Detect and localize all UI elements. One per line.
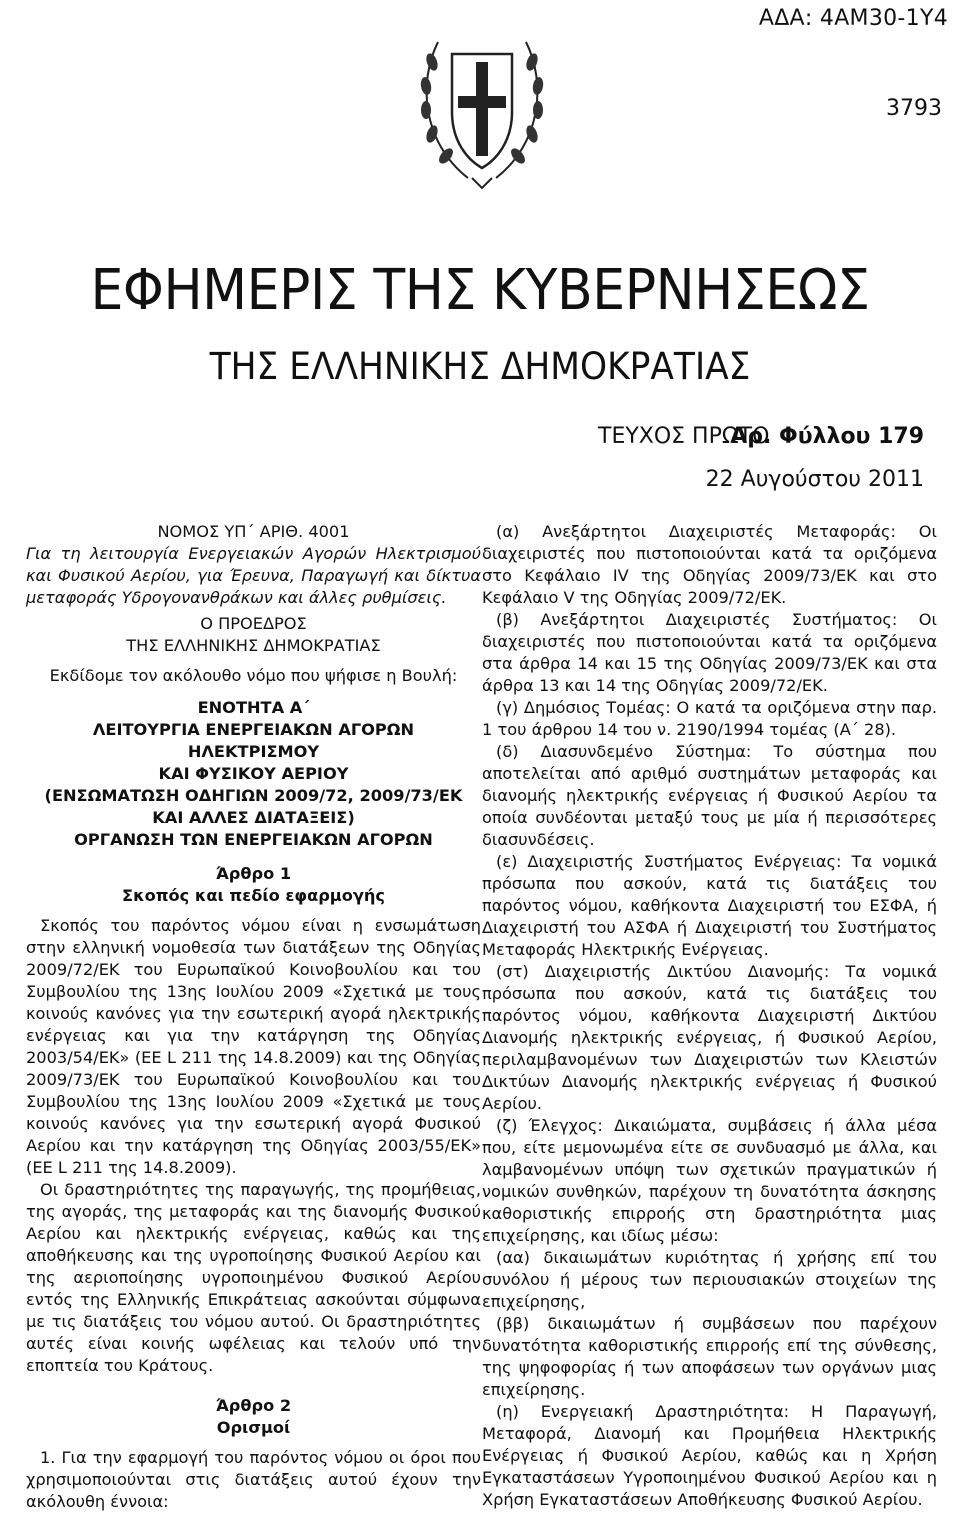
law-title: Για τη λειτουργία Ενεργειακών Αγορών Ηλεκτρισμού και Φυσικού Αερίου, για Έρευνα, Παραγωγή και δίκτυα μεταφοράς Υδρογονανθράκων και άλλες ρυθμίσεις. bbox=[26, 544, 481, 607]
unit-heading-4: (ΕΝΣΩΜΑΤΩΣΗ ΟΔΗΓΙΩΝ 2009/72, 2009/73/ΕΚ bbox=[44, 786, 463, 805]
article-2-number: Άρθρο 2 bbox=[215, 1396, 292, 1415]
unit-heading-2: ΛΕΙΤΟΥΡΓΙΑ ΕΝΕΡΓΕΙΑΚΩΝ ΑΓΟΡΩΝ ΗΛΕΚΤΡΙΣΜΟΥ bbox=[92, 720, 415, 761]
sheet-number: Αρ. Φύλλου 179 bbox=[730, 424, 924, 449]
president-heading-2: ΤΗΣ ΕΛΛΗΝΙΚΗΣ ΔΗΜΟΚΡΑΤΙΑΣ bbox=[126, 636, 381, 655]
definition-z: (ζ) Έλεγχος: Δικαιώματα, συμβάσεις ή άλλα μέσα που, είτε μεμονωμένα είτε σε συνδυασμό με άλλα, και λαμβανομένων υπόψη των σχετικών πραγματικών ή νομικών συνθηκών, παρέχουν τη δυνατότητα άσκησης καθοριστικής επιρροής στη δραστηριότητα μιας επιχείρησης, και ιδίως μέσω: bbox=[482, 1116, 937, 1245]
definition-z-bb: (ββ) δικαιωμάτων ή συμβάσεων που παρέχουν δυνατότητα καθοριστικής επιρροής επί της σύνθεσης, της ψηφοφορίας ή των αποφάσεων των οργάνων μιας επιχείρησης. bbox=[482, 1314, 937, 1399]
definition-b: (β) Ανεξάρτητοι Διαχειριστές Συστήματος: Οι διαχειριστές που πιστοποιούνται κατά τα οριζόμενα στα άρθρα 14 και 15 της Οδηγίας 2009/73/ΕΚ και στα άρθρα 13 και 14 της Οδηγίας 2009/72/ΕΚ. bbox=[482, 610, 937, 695]
definition-h: (η) Ενεργειακή Δραστηριότητα: Η Παραγωγή, Μεταφορά, Διανομή και Προμήθεια Ηλεκτρικής Ενέργειας ή Φυσικού Αερίου, καθώς και η Χρήση Εγκαταστάσεων Υγροποιημένου Φυσικού Αερίου και η Χρήση Εγκαταστάσεων Αποθήκευσης Φυσικού Αερίου. bbox=[482, 1402, 937, 1509]
president-heading: Ο ΠΡΟΕΔΡΟΣ bbox=[200, 614, 307, 633]
article-1-number: Άρθρο 1 bbox=[215, 864, 292, 883]
definition-z-aa: (αα) δικαιωμάτων κυριότητας ή χρήσης επί του συνόλου ή μέρους των περιουσιακών στοιχείων της επιχείρησης, bbox=[482, 1248, 937, 1311]
definition-c: (γ) Δημόσιος Τομέας: Ο κατά τα οριζόμενα στην παρ. 1 του άρθρου 14 του ν. 2190/1994 τομέας (Α΄ 28). bbox=[482, 698, 937, 739]
definition-e: (ε) Διαχειριστής Συστήματος Ενέργειας: Τα νομικά πρόσωπα που ασκούν, κατά τις διατάξεις του παρόντος νόμου, καθήκοντα Διαχειριστή του ΕΣΦΑ, ή Διαχειριστή του ΑΣΦΑ ή Διαχειριστή του Συστήματος Μεταφοράς Ηλεκτρικής Ενέργειας. bbox=[482, 852, 937, 959]
article-1-paragraph-1: Σκοπός του παρόντος νόμου είναι η ενσωμάτωση στην ελληνική νομοθεσία των διατάξεων της Οδηγίας 2009/72/ΕΚ του Ευρωπαϊκού Κοινοβουλίου και του Συμβουλίου της 13ης Ιουλίου 2009 «Σχετικά με τους κοινούς κανόνες για την εσωτερική αγορά ηλεκτρικής ενέργειας και για την κατάργηση της Οδηγίας 2003/54/ΕΚ» (ΕΕ L 211 της 14.8.2009) και της Οδηγίας 2009/73/ΕΚ του Ευρωπαϊκού Κοινοβουλίου και του Συμβουλίου της 13ης Ιουλίου 2009 «Σχετικά με τους κοινούς κανόνες για την εσωτερική αγορά Φυσικού Αερίου και την κατάργηση της Οδηγίας 2003/55/ΕΚ» (ΕΕ L 211 της 14.8.2009). bbox=[26, 916, 481, 1177]
ada-code: ΑΔΑ: 4ΑΜ30-1Υ4 bbox=[758, 6, 948, 31]
unit-heading-3: ΚΑΙ ΦΥΣΙΚΟΥ ΑΕΡΙΟΥ bbox=[158, 764, 349, 783]
article-1-title: Σκοπός και πεδίο εφαρμογής bbox=[122, 886, 385, 905]
issue-label: ΤΕΥΧΟΣ ΠΡΩΤΟ bbox=[598, 424, 770, 449]
definition-a: (α) Ανεξάρτητοι Διαχειριστές Μεταφοράς: Οι διαχειριστές που πιστοποιούνται κατά τα οριζόμενα στο Κεφάλαιο IV της Οδηγίας 2009/73/ΕΚ και στο Κεφάλαιο V της Οδηγίας 2009/72/ΕΚ. bbox=[482, 522, 937, 607]
unit-heading-5: ΚΑΙ ΑΛΛΕΣ ΔΙΑΤΑΞΕΙΣ) bbox=[152, 808, 355, 827]
gazette-title: ΕΦΗΜΕΡΙΣ ΤΗΣ ΚΥΒΕΡΝΗΣΕΩΣ bbox=[90, 258, 870, 323]
unit-heading: ΕΝΟΤΗΤΑ Α΄ bbox=[197, 698, 310, 717]
definition-st: (στ) Διαχειριστής Δικτύου Διανομής: Τα νομικά πρόσωπα που ασκούν, κατά τις διατάξεις του παρόντος νόμου, καθήκοντα Διαχειριστή Δικτύου Διανομής ηλεκτρικής ενέργειας, ή Φυσικού Αερίου, περιλαμβανομένων των Διαχειριστών των Κλειστών Δικτύων Διανομής ηλεκτρικής ενέργειας ή Φυσικού Αερίου. bbox=[482, 962, 937, 1113]
promulgation: Εκδίδομε τον ακόλουθο νόμο που ψήφισε η Βουλή: bbox=[49, 666, 458, 685]
law-number: ΝΟΜΟΣ ΥΠ΄ ΑΡΙΘ. 4001 bbox=[157, 522, 350, 541]
right-column bbox=[482, 521, 937, 1511]
left-column bbox=[26, 521, 481, 1513]
article-2-title: Ορισμοί bbox=[216, 1418, 291, 1437]
article-1-paragraph-2: Οι δραστηριότητες της παραγωγής, της προμήθειας, της αγοράς, της μεταφοράς και της διανομής Φυσικού Αερίου και ηλεκτρικής ενέργειας, καθώς και της αποθήκευσης και της υγροποίησης Φυσικού Αερίου και της αεριοποίησης υγροποιημένου Φυσικού Αερίου εντός της Ελληνικής Επικράτειας ασκούνται σύμφωνα με τις διατάξεις του νόμου αυτού. Οι δραστηριότητες αυτές είναι κοινής ωφέλειας και τελούν υπό την εποπτεία του Κράτους. bbox=[26, 1180, 481, 1375]
page-number: 3793 bbox=[886, 96, 942, 121]
definition-d: (δ) Διασυνδεμένο Σύστημα: Το σύστημα που αποτελείται από αριθμό συστημάτων μεταφοράς και διανομής ηλεκτρικής ενέργειας ή Φυσικού Αερίου τα οποία συνδέονται μεταξύ τους με μία ή περισσότερες διασυνδέσεις. bbox=[482, 742, 937, 849]
unit-heading-6: ΟΡΓΑΝΩΣΗ ΤΩΝ ΕΝΕΡΓΕΙΑΚΩΝ ΑΓΟΡΩΝ bbox=[74, 830, 433, 849]
gazette-subtitle: ΤΗΣ ΕΛΛΗΝΙΚΗΣ ΔΗΜΟΚΡΑΤΙΑΣ bbox=[209, 345, 751, 388]
issue-date: 22 Αυγούστου 2011 bbox=[705, 467, 924, 492]
greek-coat-of-arms-icon bbox=[408, 2, 556, 194]
article-2-paragraph-1: 1. Για την εφαρμογή του παρόντος νόμου οι όροι που χρησιμοποιούνται στις διατάξεις αυτού έχουν την ακόλουθη έννοια: bbox=[26, 1448, 481, 1511]
